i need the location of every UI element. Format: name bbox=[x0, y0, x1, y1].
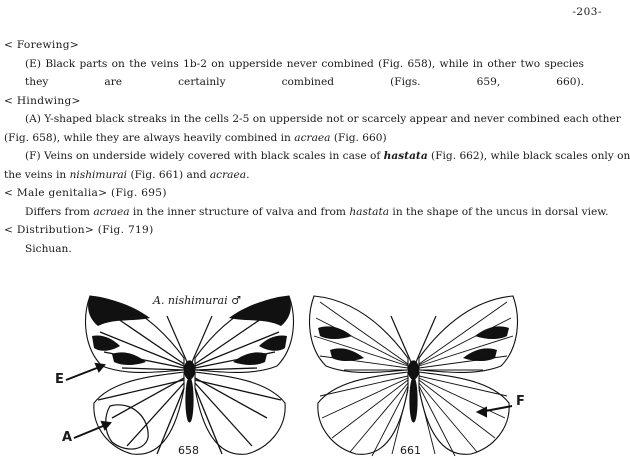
text-run: (F) Veins on underside widely covered with black scales in case of bbox=[25, 150, 384, 162]
text-run: (Fig. 662), while black scales only on bbox=[427, 150, 630, 162]
species-acraea: acraea bbox=[209, 168, 247, 181]
text-run: . bbox=[246, 168, 250, 181]
text-run: Differs from bbox=[25, 205, 94, 218]
hindwing-f-line-1 bbox=[4, 147, 630, 166]
male-genitalia-text bbox=[4, 203, 609, 222]
species-nishimurai: nishimurai bbox=[69, 168, 128, 181]
text-run: the veins in bbox=[4, 168, 70, 181]
text-run: (Fig. 660) bbox=[330, 131, 387, 144]
text-run: in the shape of the uncus in dorsal view. bbox=[389, 205, 609, 218]
species-hastata: hastata bbox=[383, 150, 428, 162]
figure-ref: (Fig. 719) bbox=[94, 224, 154, 236]
forewing-heading: < Forewing> bbox=[4, 39, 79, 51]
species-hastata: hastata bbox=[349, 205, 390, 218]
heading-text: < Distribution> bbox=[4, 224, 95, 236]
figure-ref: (Fig. 695) bbox=[107, 187, 167, 199]
heading-text: < Male genitalia> bbox=[4, 187, 108, 199]
figure-caption: A. nishimurai ♂ bbox=[153, 294, 241, 307]
figure-number-661: 661 bbox=[400, 444, 421, 457]
hindwing-heading: < Hindwing> bbox=[4, 94, 81, 107]
butterfly-figure bbox=[0, 288, 610, 471]
species-acraea: acraea bbox=[93, 205, 130, 218]
text-run: (Fig. 661) and bbox=[127, 168, 210, 181]
distribution-text: Sichuan. bbox=[25, 242, 72, 255]
hindwing-f-line-2 bbox=[4, 166, 604, 185]
male-genitalia-heading bbox=[4, 184, 604, 203]
label-f: F bbox=[516, 394, 525, 409]
text-run: (Fig. 658), while they are always heavily combined in bbox=[4, 131, 295, 144]
page-number: -203- bbox=[572, 6, 602, 18]
hindwing-a-line-1: (A) Y-shaped black streaks in the cells 2-5 on upperside not or scarcely appear and never combined each other bbox=[25, 113, 621, 125]
forewing-paragraph-e: (E) Black parts on the veins 1b-2 on upperside never combined (Fig. 658), while in other two species they are certainly combined (Figs. 659, 660). bbox=[25, 57, 584, 88]
label-a: A bbox=[62, 430, 73, 445]
figure-number-658: 658 bbox=[178, 444, 199, 457]
distribution-heading bbox=[4, 221, 604, 240]
hindwing-a-line-2 bbox=[4, 129, 604, 148]
species-acraea: acraea bbox=[294, 131, 331, 144]
label-arrows bbox=[0, 288, 610, 471]
label-e: E bbox=[55, 372, 64, 387]
text-run: in the inner structure of valva and from bbox=[129, 205, 350, 218]
body-text bbox=[4, 36, 630, 258]
